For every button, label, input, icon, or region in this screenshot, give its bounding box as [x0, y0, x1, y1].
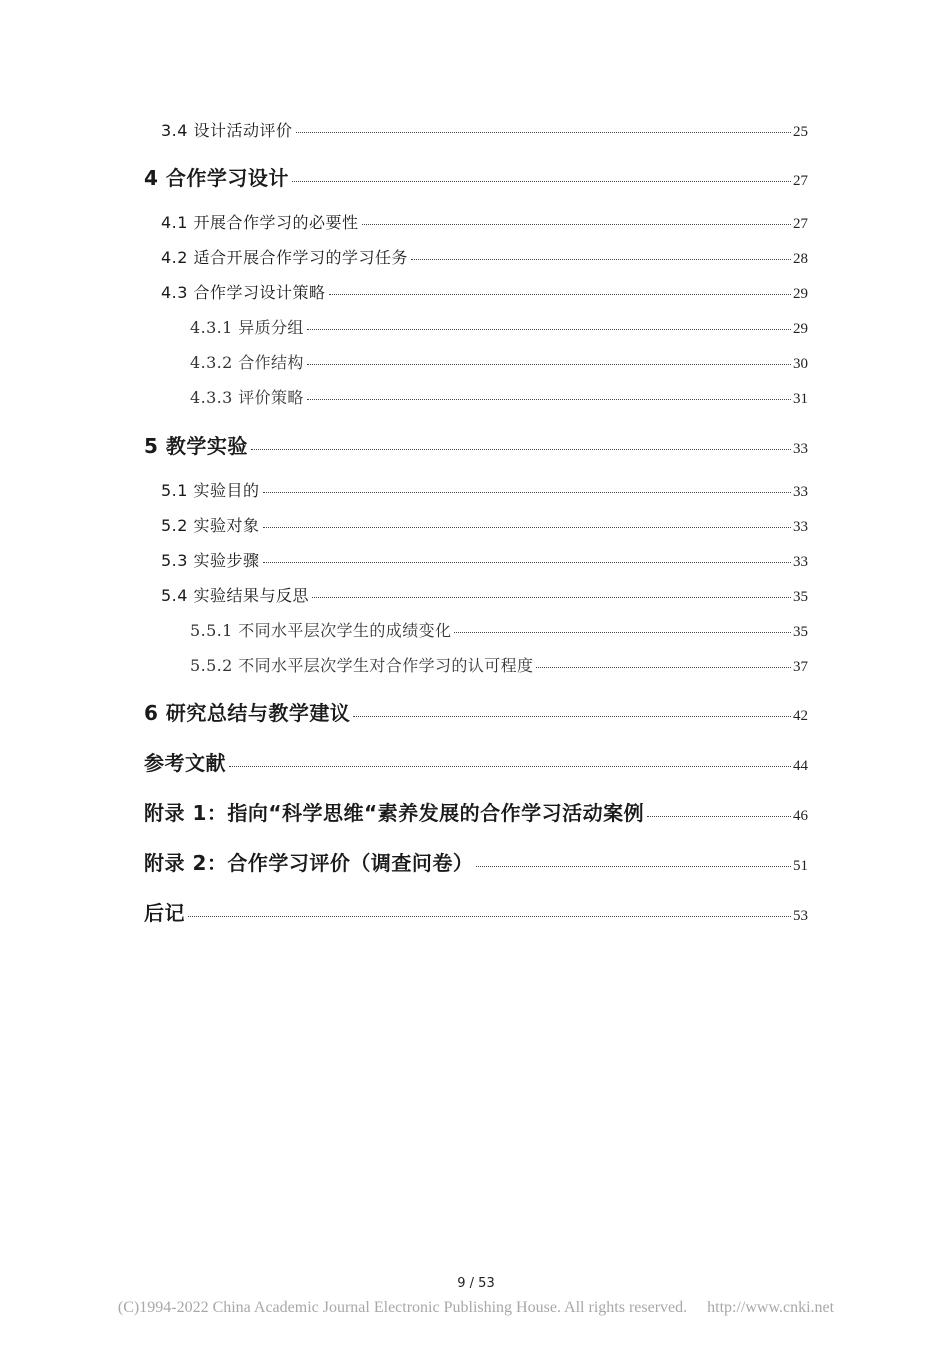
copyright-notice [0, 1299, 952, 1317]
toc-entry-label: 3.4 设计活动评价 [161, 121, 293, 140]
dot-leader [296, 132, 791, 133]
dot-leader [263, 562, 791, 563]
toc-entry-label: 5.2 实验对象 [161, 516, 260, 535]
toc-page-number: 33 [793, 554, 808, 570]
dot-leader [307, 329, 791, 330]
toc-chapter-4[interactable] [144, 162, 808, 191]
toc-page-number: 42 [793, 708, 808, 724]
toc-page-number: 33 [793, 484, 808, 500]
toc-page-number: 25 [793, 124, 808, 140]
dot-leader [411, 259, 791, 260]
toc-page-number: 31 [793, 391, 808, 407]
toc-page-number: 27 [793, 173, 808, 189]
toc-entry-label: 参考文献 [144, 751, 226, 775]
copyright-text: (C)1994-2022 China Academic Journal Electronic Publishing House. All rights reserved. [117, 1299, 688, 1316]
toc-entry-4-2[interactable] [161, 245, 808, 268]
toc-entry-label: 4.3.3 评价策略 [190, 388, 304, 407]
toc-entry-4-3-2[interactable] [190, 350, 808, 373]
toc-entry-label: 4.3.2 合作结构 [190, 353, 304, 372]
dot-leader [454, 632, 791, 633]
toc-page-number: 46 [793, 808, 808, 824]
toc-entry-label: 附录 1：指向“科学思维“素养发展的合作学习活动案例 [144, 801, 645, 825]
toc-page-number: 33 [793, 519, 808, 535]
dot-leader [307, 364, 791, 365]
toc-page-number: 30 [793, 356, 808, 372]
toc-entry-label: 4 合作学习设计 [144, 166, 289, 190]
dot-leader [188, 916, 791, 917]
toc-entry-4-1[interactable] [161, 210, 808, 233]
toc-page-number: 35 [793, 624, 808, 640]
toc-entry-label: 4.2 适合开展合作学习的学习任务 [161, 248, 409, 267]
toc-page-number: 53 [793, 908, 808, 924]
toc-entry-5-3[interactable] [161, 548, 808, 571]
toc-entry-4-3-3[interactable] [190, 385, 808, 408]
toc-page-number: 37 [793, 659, 808, 675]
toc-entry-5-5-1[interactable] [190, 618, 808, 641]
toc-page-number: 33 [793, 441, 808, 457]
toc-entry-5-2[interactable] [161, 513, 808, 536]
toc-entry-label: 4.1 开展合作学习的必要性 [161, 213, 359, 232]
toc-page-number: 28 [793, 251, 808, 267]
dot-leader [353, 716, 791, 717]
dot-leader [307, 399, 791, 400]
toc-entry-label: 5.3 实验步骤 [161, 551, 260, 570]
toc-entry-label: 5.5.1 不同水平层次学生的成绩变化 [190, 621, 452, 640]
dot-leader [263, 527, 791, 528]
toc-page-number: 29 [793, 321, 808, 337]
toc-page-number: 51 [793, 858, 808, 874]
toc-page-number: 27 [793, 216, 808, 232]
dot-leader [312, 597, 791, 598]
toc-appendix-1[interactable] [144, 797, 808, 826]
toc-entry-label: 5.5.2 不同水平层次学生对合作学习的认可程度 [190, 656, 534, 675]
toc-entry-label: 附录 2：合作学习评价（调查问卷） [144, 851, 474, 875]
toc-entry-label: 5.4 实验结果与反思 [161, 586, 310, 605]
toc-entry-5-5-2[interactable] [190, 653, 808, 676]
toc-entry-label: 6 研究总结与教学建议 [144, 701, 351, 725]
dot-leader [292, 181, 791, 182]
toc-page-number: 44 [793, 758, 808, 774]
toc-chapter-6[interactable] [144, 697, 808, 726]
toc-page-number: 29 [793, 286, 808, 302]
toc-page-number: 35 [793, 589, 808, 605]
toc-entry-5-1[interactable] [161, 478, 808, 501]
toc-entry-label: 5.1 实验目的 [161, 481, 260, 500]
dot-leader [251, 449, 791, 450]
toc-entry-4-3[interactable] [161, 280, 808, 303]
toc-entry-4-3-1[interactable] [190, 315, 808, 338]
cnki-url[interactable]: http://www.cnki.net [707, 1299, 835, 1316]
dot-leader [476, 866, 791, 867]
toc-entry-3-4[interactable] [161, 118, 808, 141]
dot-leader [229, 766, 791, 767]
toc-chapter-5[interactable] [144, 430, 808, 459]
dot-leader [329, 294, 791, 295]
dot-leader [263, 492, 791, 493]
dot-leader [536, 667, 791, 668]
toc-entry-label: 后记 [144, 901, 185, 925]
toc-entry-label: 4.3.1 异质分组 [190, 318, 304, 337]
page-indicator: 9 / 53 [457, 1276, 495, 1291]
dot-leader [362, 224, 791, 225]
toc-references[interactable] [144, 747, 808, 776]
toc-entry-label: 4.3 合作学习设计策略 [161, 283, 326, 302]
toc-entry-label: 5 教学实验 [144, 434, 248, 458]
toc-postscript[interactable] [144, 897, 808, 926]
toc-entry-5-4[interactable] [161, 583, 808, 606]
dot-leader [647, 816, 791, 817]
toc-appendix-2[interactable] [144, 847, 808, 876]
